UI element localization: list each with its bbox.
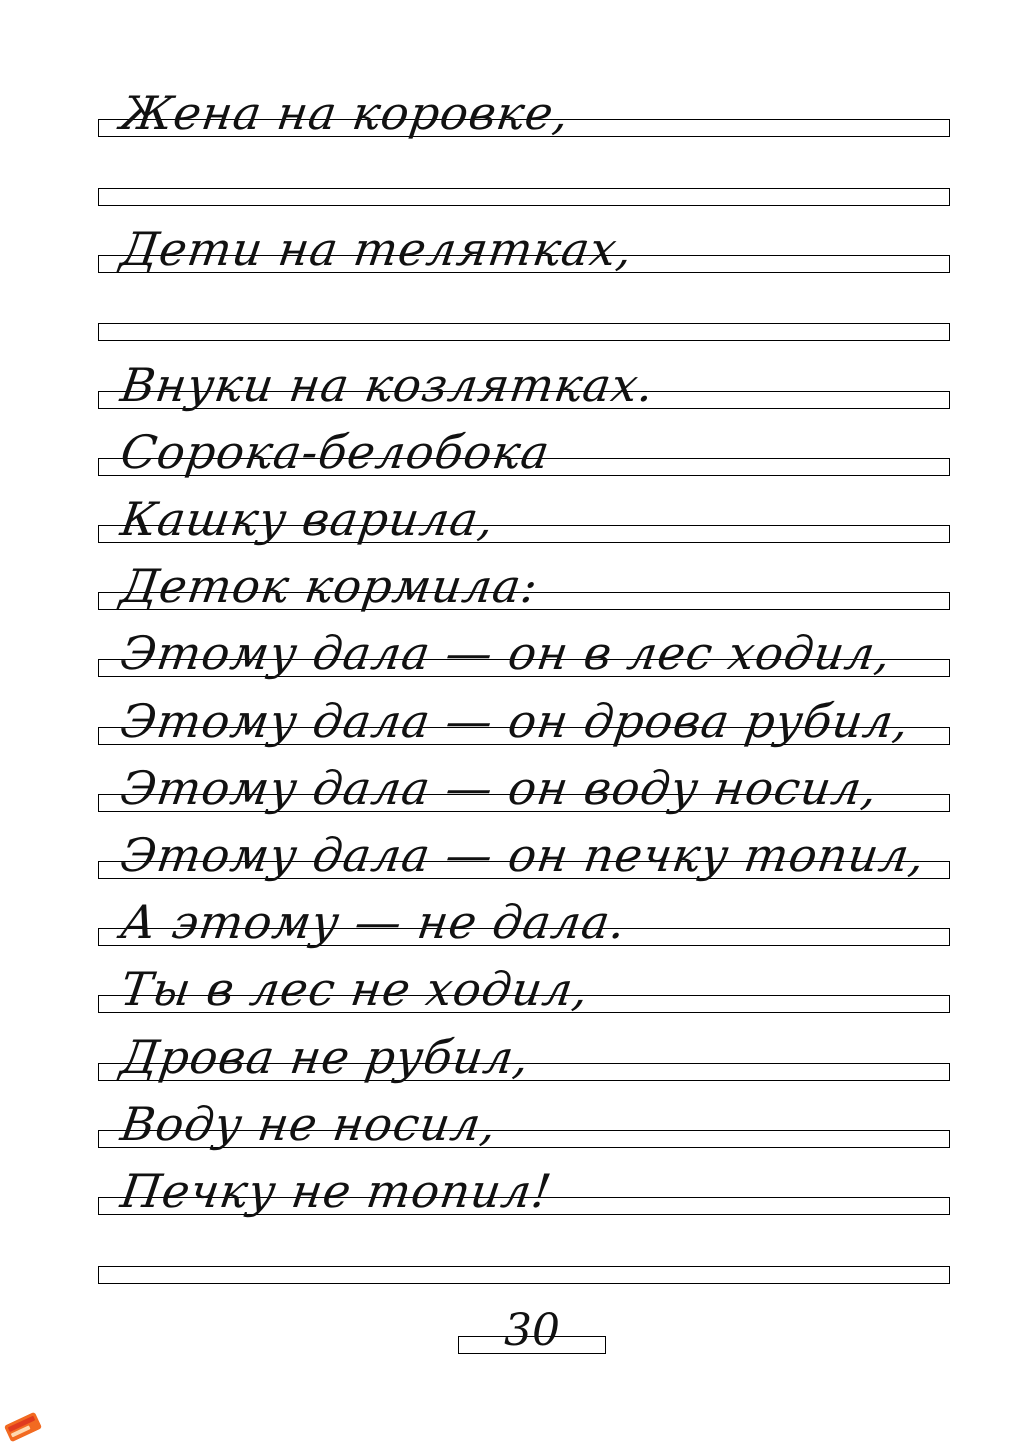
- script-line: Кашку варила,: [117, 492, 499, 546]
- script-line: Деток кормила:: [117, 559, 542, 613]
- writing-row: [98, 57, 950, 140]
- script-line: Этому дала — он печку топил,: [117, 828, 929, 882]
- script-line: Внуки на козлятках.: [117, 358, 658, 412]
- script-line: Жена на коровке,: [117, 86, 574, 140]
- script-line: Сорока-белобока: [117, 425, 554, 479]
- script-line: Печку не топил!: [117, 1164, 556, 1218]
- page-number: 30: [504, 1305, 560, 1356]
- page-number-box: [458, 1305, 606, 1356]
- script-line: Этому дала — он воду носил,: [117, 761, 882, 815]
- script-line: Дети на телятках,: [117, 222, 637, 276]
- script-line: Ты в лес не ходил,: [117, 962, 593, 1016]
- script-line: А этому — не дала.: [117, 895, 630, 949]
- writing-row: [98, 1204, 950, 1284]
- guide-lines: [98, 1266, 950, 1284]
- script-line: Дрова не рубил,: [117, 1030, 534, 1084]
- script-line: Этому дала — он дрова рубил,: [117, 694, 913, 748]
- publisher-logo-icon: [4, 1412, 42, 1443]
- script-line: Воду не носил,: [117, 1097, 501, 1151]
- script-line: Этому дала — он в лес ходил,: [117, 626, 895, 680]
- writing-row: [98, 1135, 950, 1218]
